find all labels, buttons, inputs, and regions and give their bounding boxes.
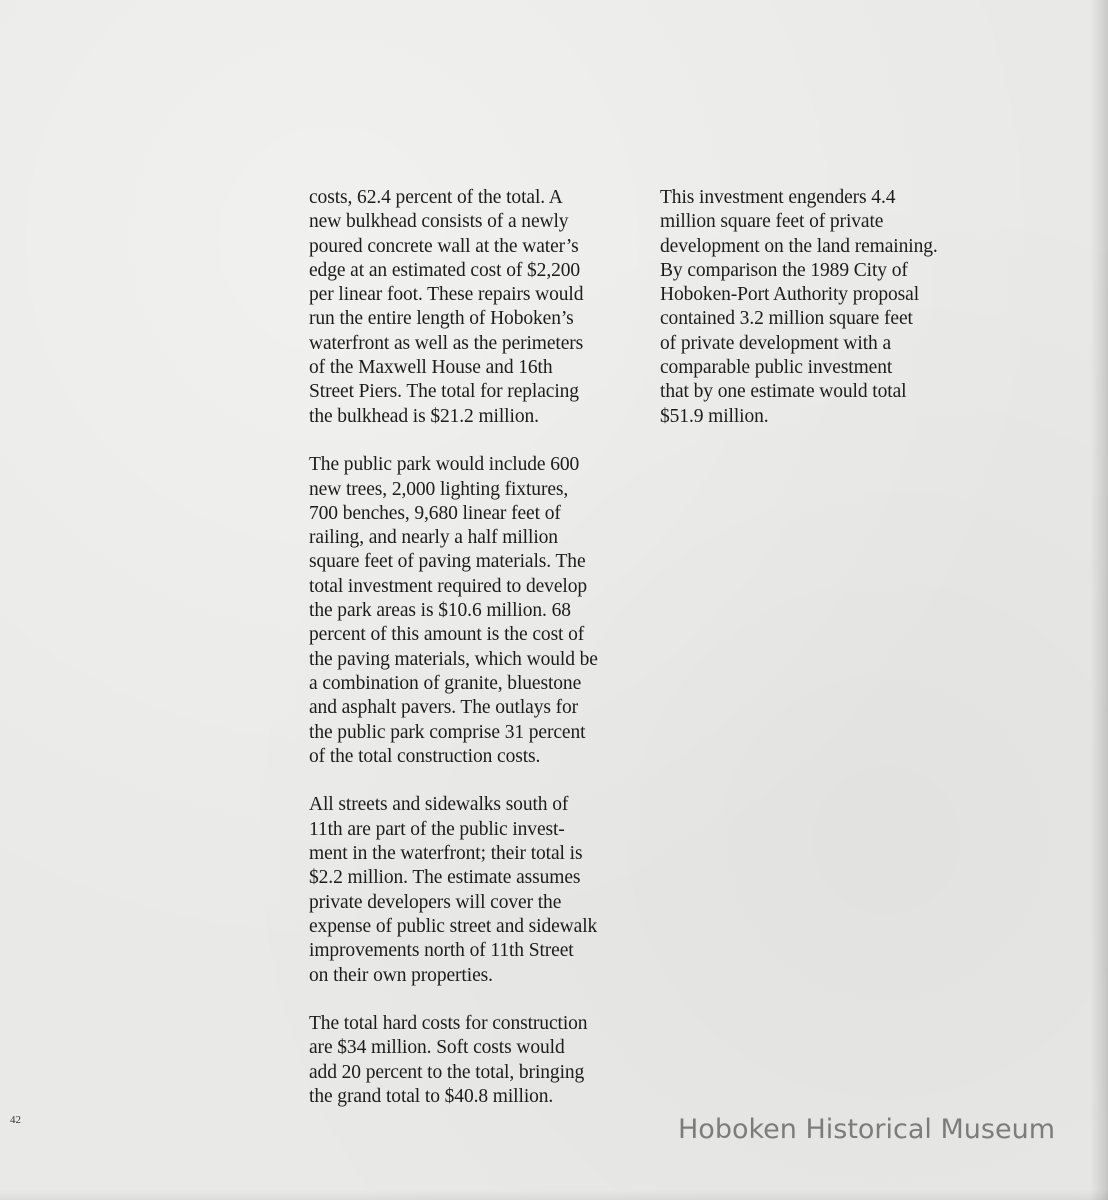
museum-watermark: Hoboken Historical Museum <box>678 1114 1056 1145</box>
text-line: the grand total to $40.8 million. <box>309 1085 554 1107</box>
text-line: railing, and nearly a half million <box>309 527 558 549</box>
text-line: development on the land remaining. <box>660 235 938 257</box>
text-line: million square feet of private <box>660 211 884 233</box>
text-line: contained 3.2 million square feet <box>660 308 913 330</box>
text-line: ment in the waterfront; their total is <box>309 843 583 865</box>
text-line: a combination of granite, bluestone <box>309 672 582 694</box>
text-line: 11th are part of the public invest- <box>309 818 565 840</box>
text-line: per linear foot. These repairs would <box>309 284 584 306</box>
text-line: improvements north of 11th Street <box>309 940 574 962</box>
text-line: edge at an estimated cost of $2,200 <box>309 259 581 281</box>
text-line: of the Maxwell House and 16th <box>309 357 553 379</box>
text-line: percent of this amount is the cost of <box>309 624 585 646</box>
text-line: costs, 62.4 percent of the total. A <box>309 187 563 208</box>
text-line: the park areas is $10.6 million. 68 <box>309 600 571 622</box>
text-line: 700 benches, 9,680 linear feet of <box>309 502 561 524</box>
text-line: private developers will cover the <box>309 891 562 913</box>
page-bottom-shadow <box>0 1190 1108 1200</box>
text-line: run the entire length of Hoboken’s <box>309 308 574 330</box>
text-line: are $34 million. Soft costs would <box>309 1037 565 1059</box>
text-line: that by one estimate would total <box>660 381 907 403</box>
text-line: of private development with a <box>660 332 892 354</box>
text-line: on their own properties. <box>309 964 493 986</box>
text-line: comparable public investment <box>660 357 893 379</box>
text-line: expense of public street and sidewalk <box>309 915 598 937</box>
text-line: the paving materials, which would be <box>309 648 598 670</box>
paragraph-gap <box>309 769 629 793</box>
text-line: poured concrete wall at the water’s <box>309 235 579 257</box>
paragraph-private-development <box>660 186 980 429</box>
text-line: By comparison the 1989 City of <box>660 259 908 281</box>
text-line: the public park comprise 31 percent <box>309 721 586 743</box>
text-line: $2.2 million. The estimate assumes <box>309 867 581 889</box>
paragraph-streets-sidewalks <box>309 793 629 987</box>
text-line: and asphalt pavers. The outlays for <box>309 697 579 719</box>
right-text-column <box>660 186 980 429</box>
paragraph-public-park <box>309 453 629 769</box>
text-line: add 20 percent to the total, bringing <box>309 1061 585 1083</box>
left-text-column <box>309 186 629 1109</box>
text-line: total investment required to develop <box>309 575 587 597</box>
paragraph-bulkhead <box>309 186 629 429</box>
text-line: Street Piers. The total for replacing <box>309 381 579 403</box>
text-line: The total hard costs for construction <box>309 1013 588 1035</box>
paragraph-gap <box>309 429 629 453</box>
text-line: The public park would include 600 <box>309 454 580 476</box>
page-number: 42 <box>10 1114 21 1126</box>
paragraph-gap <box>309 988 629 1012</box>
text-line: new trees, 2,000 lighting fixtures, <box>309 478 569 500</box>
text-line: $51.9 million. <box>660 405 769 427</box>
text-line: the bulkhead is $21.2 million. <box>309 405 539 427</box>
text-line: of the total construction costs. <box>309 745 541 767</box>
text-line: square feet of paving materials. The <box>309 551 586 573</box>
paragraph-total-costs <box>309 1012 629 1109</box>
text-line: new bulkhead consists of a newly <box>309 211 569 233</box>
text-line: This investment engenders 4.4 <box>660 187 896 208</box>
text-line: All streets and sidewalks south of <box>309 794 569 816</box>
text-line: Hoboken-Port Authority proposal <box>660 284 920 306</box>
text-line: waterfront as well as the perimeters <box>309 332 584 354</box>
page-gutter-shadow <box>1090 0 1108 1200</box>
